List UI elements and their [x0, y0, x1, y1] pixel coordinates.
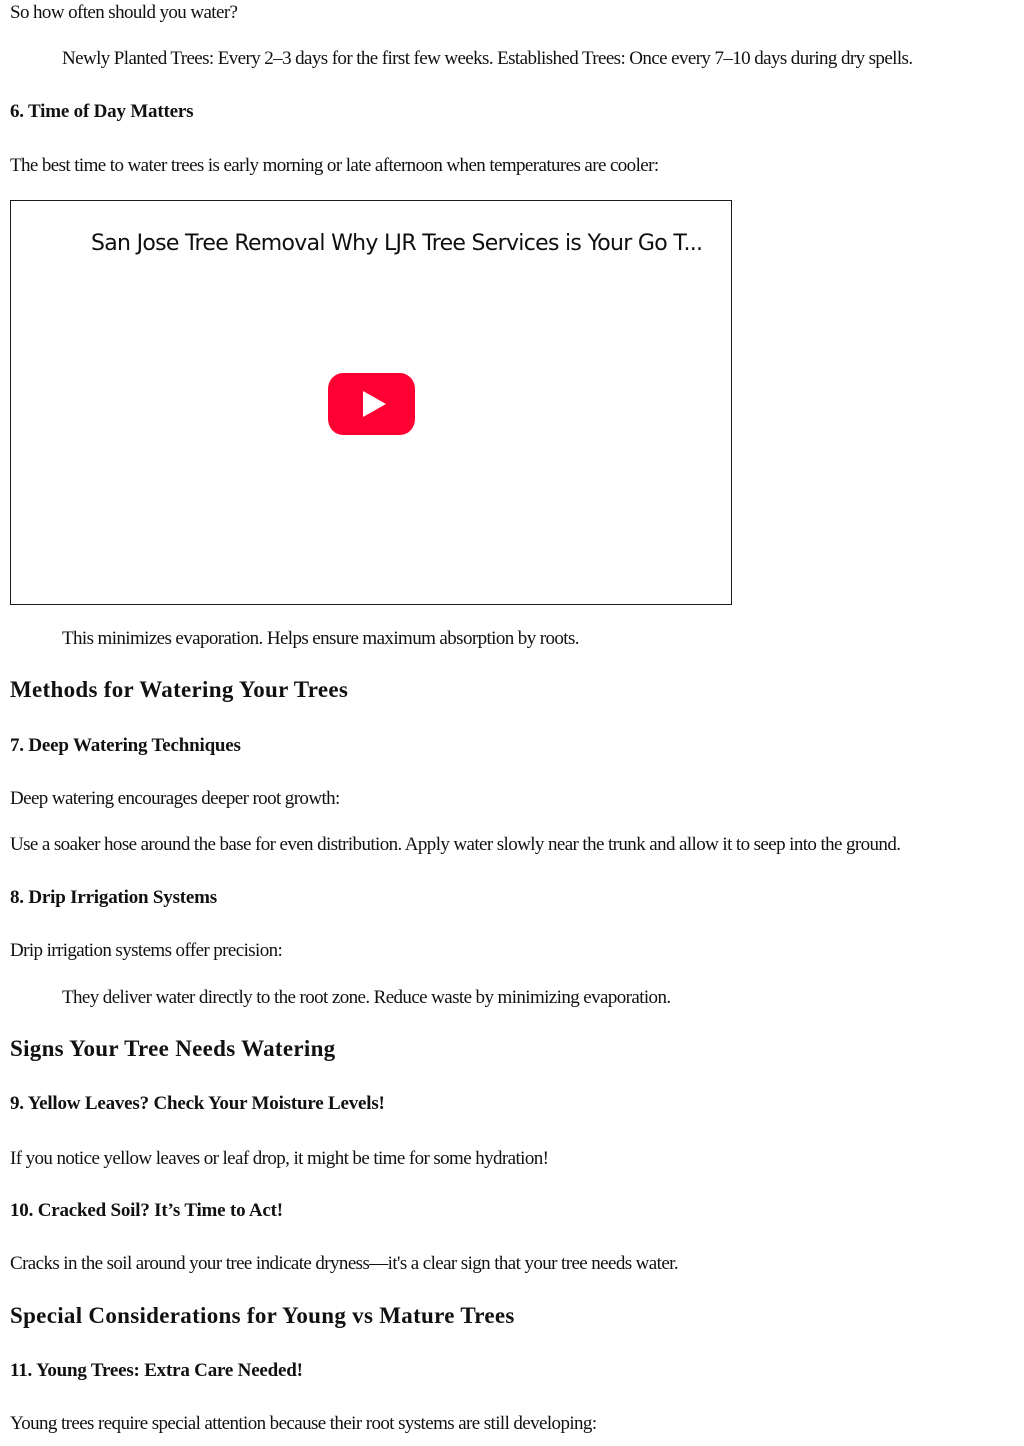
- section-heading-drip-irrigation: 8. Drip Irrigation Systems: [10, 887, 217, 908]
- deep-watering-intro: Deep watering encourages deeper root growth:: [10, 788, 340, 809]
- section-heading-special-considerations: Special Considerations for Young vs Mature Trees: [10, 1303, 515, 1328]
- section-heading-yellow-leaves: 9. Yellow Leaves? Check Your Moisture Levels!: [10, 1093, 385, 1114]
- play-triangle-icon: [363, 391, 386, 417]
- video-title[interactable]: San Jose Tree Removal Why LJR Tree Services is Your Go T...: [91, 231, 703, 256]
- drip-irrigation-text: They deliver water directly to the root zone. Reduce waste by minimizing evaporation.: [62, 987, 671, 1008]
- yellow-leaves-text: If you notice yellow leaves or leaf drop, it might be time for some hydration!: [10, 1148, 549, 1169]
- intro-question: So how often should you water?: [10, 2, 238, 23]
- time-of-day-intro: The best time to water trees is early morning or late afternoon when temperatures are cooler:: [10, 155, 659, 176]
- deep-watering-text: Use a soaker hose around the base for even distribution. Apply water slowly near the trunk and allow it to seep into the ground.: [10, 834, 901, 855]
- section-heading-young-trees: 11. Young Trees: Extra Care Needed!: [10, 1360, 303, 1381]
- section-heading-time-of-day: 6. Time of Day Matters: [10, 101, 194, 122]
- drip-irrigation-intro: Drip irrigation systems offer precision:: [10, 940, 283, 961]
- youtube-play-icon[interactable]: [328, 373, 415, 435]
- section-heading-methods: Methods for Watering Your Trees: [10, 677, 349, 702]
- cracked-soil-text: Cracks in the soil around your tree indicate dryness—it's a clear sign that your tree needs water.: [10, 1253, 678, 1274]
- young-trees-text: Young trees require special attention because their root systems are still developing:: [10, 1413, 597, 1434]
- watering-frequency-text: Newly Planted Trees: Every 2–3 days for the first few weeks. Established Trees: Once every 7–10 days during dry spells.: [62, 48, 913, 69]
- time-of-day-benefits: This minimizes evaporation. Helps ensure maximum absorption by roots.: [62, 628, 579, 649]
- video-embed[interactable]: [10, 200, 732, 605]
- section-heading-deep-watering: 7. Deep Watering Techniques: [10, 735, 241, 756]
- section-heading-signs: Signs Your Tree Needs Watering: [10, 1036, 336, 1061]
- section-heading-cracked-soil: 10. Cracked Soil? It’s Time to Act!: [10, 1200, 283, 1221]
